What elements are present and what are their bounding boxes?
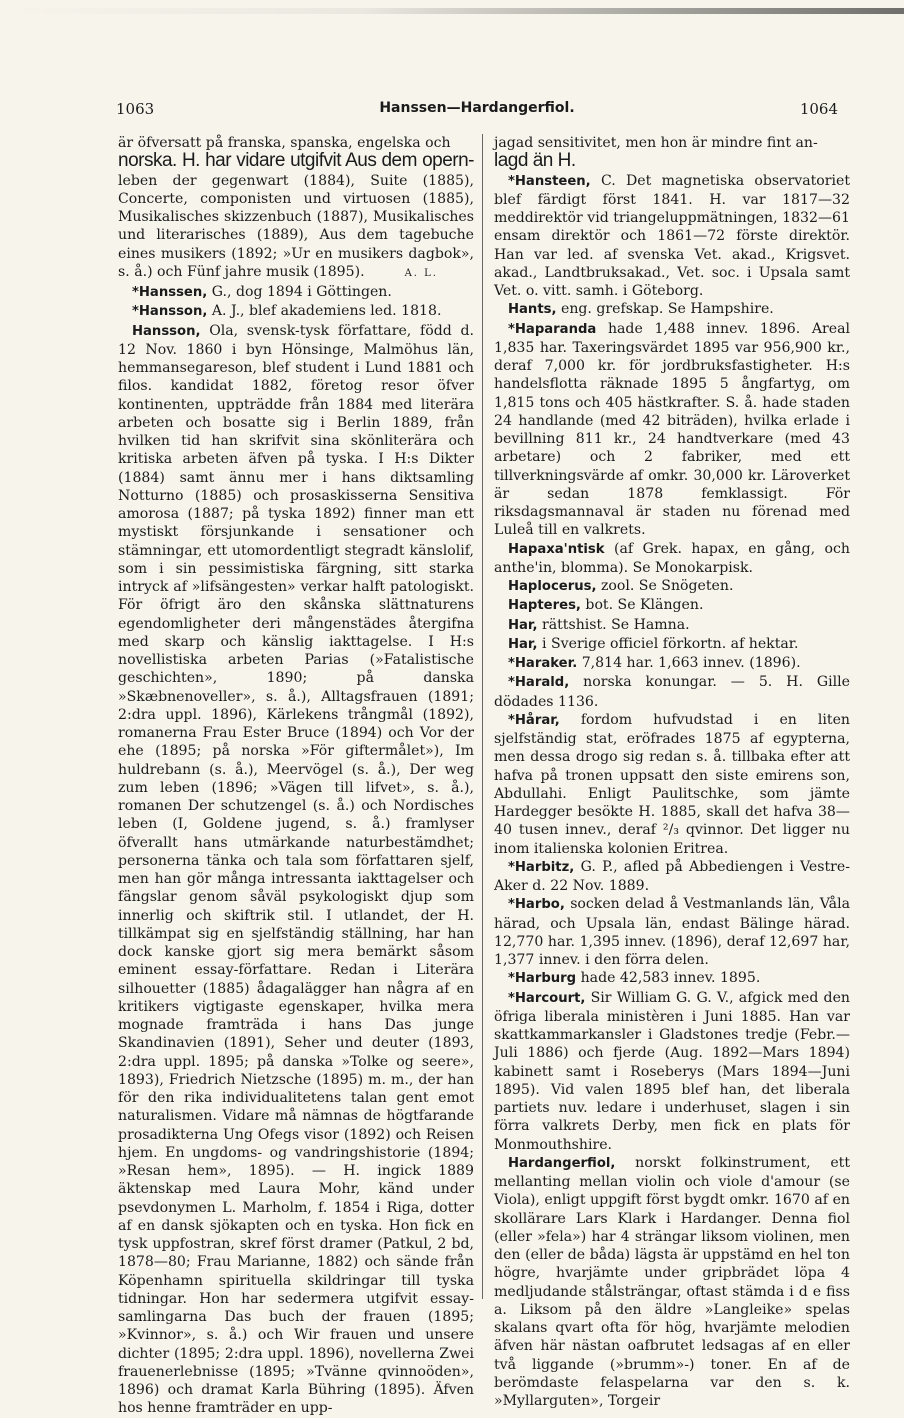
author-signature: A. L. — [404, 267, 438, 279]
entry-headword: *Haparanda — [508, 321, 597, 337]
entry-text: hade 1,488 innev. 1896. Areal 1,835 har. Taxeringsvärdet 1895 var 956,900 kr., deraf 7,000 kr. för jordbruksfastigheter. H:s handelsflotta räknade 1895 5 ångfartyg, om 1,815 tons och 405 hästkrafter. S. å. hade staden 24 handlande (med 42 biträden), hvilka erlade i bevillning 811 kr., 24 handtverkare (med 43 arbetare) och 2 fabriker, med ett tillverkningsvärde af omkr. 30,000 kr. Läroverket är sedan 1878 femklassigt. För riksdagsmannaval är staden nu förenad med Luleå till en valkrets. — [494, 320, 850, 539]
entry-headword: *Hansteen, — [508, 173, 591, 189]
bold-line-text: lagd än H. — [494, 150, 576, 172]
entry-paragraph — [494, 540, 850, 578]
entry-paragraph — [494, 300, 850, 319]
top-scan-edge — [0, 8, 904, 14]
entry-headword: *Harcourt, — [508, 990, 586, 1006]
entry-paragraph — [494, 1154, 850, 1411]
entry-text: hade 42,583 innev. 1895. — [576, 970, 761, 987]
entry-paragraph — [494, 673, 850, 711]
entry-text: eng. grefskap. Se Hampshire. — [556, 301, 774, 318]
running-head: Hanssen—Hardangerfiol. — [379, 100, 575, 116]
entry-text: bot. Se Klängen. — [580, 597, 704, 614]
entry-text: G. P., afled på Abbediengen i Vestre-Aker d. 22 Nov. 1889. — [494, 858, 850, 894]
entry-paragraph — [118, 152, 474, 283]
entry-paragraph — [494, 989, 850, 1154]
entry-headword: *Haraker. — [508, 656, 578, 671]
entry-headword: Haplocerus, — [508, 579, 597, 594]
entry-text: (af Grek. hapax, en gång, och anthe'in, blomma). Se Monokarpisk. — [494, 540, 850, 576]
left-column — [118, 134, 474, 1418]
entry-headword: *Hanssen, — [132, 285, 208, 300]
entry-headword: *Harbitz, — [508, 859, 575, 875]
entry-paragraph — [494, 577, 850, 596]
entry-headword: Hapaxa'ntisk — [508, 541, 605, 557]
entry-headword: Har, — [508, 617, 538, 633]
entry-headword: Hardangerfiol, — [508, 1155, 616, 1171]
entry-paragraph — [494, 152, 850, 171]
entry-text: Sir William G. G. V., afgick med den öfriga liberala ministèren i Juni 1885. Han var skattkammarkansler i Gladstones tredje (Febr.—Juli 1886) och fjerde (Aug. 1892—Mars 1894) kabinett samt i Roseberys (Mars 1894—Juni 1895). Vid valen 1895 blef han, det liberala partiets nuv. ledare i underhuset, slagen i sin förra valkrets Derby, men fick en plats för Monmouthshire. — [494, 989, 850, 1153]
page-number-right: 1064 — [799, 100, 838, 118]
entry-text: socken delad å Vestmanlands län, Våla härad, och Upsala län, endast Bälinge härad. 12,770 har. 1,395 innev. (1896), deraf 12,697 har, 1,377 innev. i den förra delen. — [494, 896, 850, 968]
page-header — [116, 100, 838, 122]
entry-text: A. J., blef akademiens led. 1818. — [207, 303, 442, 320]
entry-text: fordom hufvudstad i en liten sjelfständig stat, eröfrades 1875 af egypterna, men dessa drogo sig redan s. å. tillbaka efter att hafva på tronen uppsatt den siste emirens son, Abdullahi. Enligt Paulitschke, som jämte Hardegger besökte H. 1885, skall det hafva 38—40 tusen innev., deraf ²/₃ qvinnor. Det ligger nu inom italienska kolonien Eritrea. — [494, 711, 850, 857]
entry-headword: Har, — [508, 636, 538, 652]
entry-paragraph — [494, 616, 850, 635]
entry-text: i Sverige officiel förkortn. af hektar. — [537, 635, 799, 652]
entry-paragraph — [118, 302, 474, 321]
entry-paragraph — [494, 320, 850, 540]
entry-paragraph — [494, 858, 850, 896]
entry-paragraph — [494, 895, 850, 969]
entry-paragraph — [118, 283, 474, 302]
entry-paragraph — [494, 654, 850, 673]
page-number-left: 1063 — [116, 100, 155, 118]
right-column — [494, 134, 850, 1410]
bold-line-text: norska. H. har vidare utgifvit Aus dem opern- — [118, 150, 474, 172]
entry-paragraph — [494, 172, 850, 301]
entry-text: norskt folkinstrument, ett mellanting mellan violin och viole d'amour (se Viola), enligt uppgift först bygdt omkr. 1670 af en skollärare Lars Klark i Hardanger. Denna fiol (eller »fela») har 4 strängar liksom violinen, men den (eller de båda) lägsta är uppstämd en hel ton högre, hvarjämte under gripbrädet löpa 4 medljudande stålsträngar, oftast stämda i d e fiss a. Liksom på den äldre »Langleike» spelas skalans qvart ofta för hög, hvarjämte melodien äfven här nästan oafbrutet ledsagas af en eller två liggande (»brumm»-) toner. En af de berömdaste felaspelarna var den s. k. »Myllarguten», Torgeir — [494, 1154, 850, 1409]
entry-text: rättshist. Se Hamna. — [537, 616, 690, 633]
entry-headword: *Harburg — [508, 971, 577, 987]
entry-headword: *Hansson, — [132, 304, 208, 320]
column-divider — [482, 134, 483, 1299]
entry-paragraph — [494, 635, 850, 654]
entry-headword: *Hårar, — [508, 712, 560, 728]
entry-headword: *Harald, — [508, 675, 570, 691]
entry-text: är öfversatt på franska, spanska, engelska och — [118, 135, 451, 151]
entry-text: G., dog 1894 i Göttingen. — [207, 284, 392, 300]
entry-text: zool. Se Snögeten. — [596, 578, 734, 594]
entry-text: jagad sensitivitet, men hon är mindre fint an- — [494, 135, 818, 151]
entry-text: C. Det magnetiska observatoriet blef färdigt först 1841. H. var 1817—32 meddirektör vid triangeluppmätningen, 1832—61 ensam direktör och 1861—72 förste direktör. Han var led. af svenska Vet. akad., Krigsvet. akad., Landtbruksakad., Vet. soc. i Upsala samt Vet. o. vitt. samh. i Göteborg. — [494, 172, 850, 299]
entry-paragraph — [494, 711, 850, 858]
entry-paragraph — [494, 969, 850, 988]
entry-text: Ola, svensk-tysk författare, född d. 12 Nov. 1860 i byn Hönsinge, Malmöhus län, hemmansegareson, blef student i Lund 1881 och filos. kandidat 1882, företog resor öfver kontinenten, uppträdde från 1884 med literära arbeten och bosatte sig i Berlin 1889, från hvilken tid han skrifvit sina skönliterära och kritiska arbeten äfven på tyska. I H:s Dikter (1884) samt ännu mer i hans diktsamling Notturno (1885) och prosaskisserna Sensitiva amorosa (1887; på tyska 1892) finner man ett mystiskt försjunkande i sensationer och stämningar, ett utomordentligt stegradt känslolif, som i sin pessimistiska färgning, sitt starka intryck af »lifsängesten» verkar halft patologiskt. För öfrigt äro den skånska slättnaturens egendomligheter deri mångenstädes återgifna med skarp och känslig iakttagelse. I H:s novellistiska arbeten Parias (»Fatalistische geschichten», 1890; på danska »Skæbnenoveller», s. å.), Alltagsfrauen (1891; 2:dra uppl. 1896), Kärlekens trångmål (1892), romanerna Frau Ester Bruce (1894) och Vor der ehe (1895; på norska »För giftermålet»), Im huldrebann (s. å.), Meervögel (s. å.), Der weg zum leben (1896; »Vägen till lifvet», s. å.), romanen Der schutzengel (s. å.) och Nordisches leben (I, Goldene jugend, s. å.) framlyser öfverallt hans utmärkande naturbestämdhet; personerna tänka och tala som författaren sjelf, men han gör många intressanta iakttagelser och fängslar genom såväl psykologiskt djup som innerlig och skiftrik stil. I utlandet, der H. tillkämpat sig en sjelfständig ställning, har han dock kanske gjort sig mera bemärkt såsom eminent essay-författare. Redan i Literära silhouetter (1885) ådagalägger han några af en kritikers vigtigaste egenskaper, hvilka mera mognade framträda i hans Das junge Skandinavien (1891), Seher und deuter (1893, 2:dra uppl. 1895; på danska »Tolke og seere», 1893), Friedrich Nietzsche (1895) m. m., der han för den rika individualitetens talan gent emot naturalismen. Vidare må nämnas de högtfarande prosadikterna Ung Ofegs visor (1892) och Reisen hjem. En ungdoms- og vandringshistorie (1894; »Resan hem», 1895). — H. ingick 1889 äktenskap med Laura Mohr, känd under psevdonymen L. Marholm, f. 1854 i Riga, dotter af en dansk sjökapten och en tyska. Hon fick en tysk uppfostran, skref först dramer (Patkul, 2 bd, 1878—80; Frau Marianne, 1882) och sände från Köpenhamn spirituella skildringar till tyska tidningar. Hon har sedermera utgifvit essay-samlingarna Das buch der frauen (1895; »Kvinnor», s. å.) och Wir frauen und unsere dichter (1895; 2:dra uppl. 1896), novellerna Zwei frauenerlebnisse (1895; »Tvänne qvinnoöden», 1896) och dramat Karla Bühring (1895). Äfven hos henne framträder en upp- — [118, 322, 474, 1417]
entry-paragraph — [118, 322, 474, 1418]
entry-text: leben der gegenwart (1884), Suite (1885), Concerte, componisten und virtuosen (1885), Musikalisches skizzenbuch (1887), Musikalisches und literarisches (1889), Aus dem tagebuche eines musikers (1892; »Ur en musikers dagbok», s. å.) och Fünf jahre musik (1895). — [118, 172, 474, 280]
entry-paragraph — [494, 596, 850, 615]
entry-text: 7,814 har. 1,663 innev. (1896). — [577, 655, 801, 671]
entry-headword: *Harbo, — [508, 897, 565, 913]
entry-text: norska konungar. — 5. H. Gille dödades 1136. — [494, 674, 850, 710]
entry-headword: Hants, — [508, 302, 557, 318]
entry-headword: Hapteres, — [508, 598, 581, 614]
entry-headword: Hansson, — [132, 323, 201, 339]
